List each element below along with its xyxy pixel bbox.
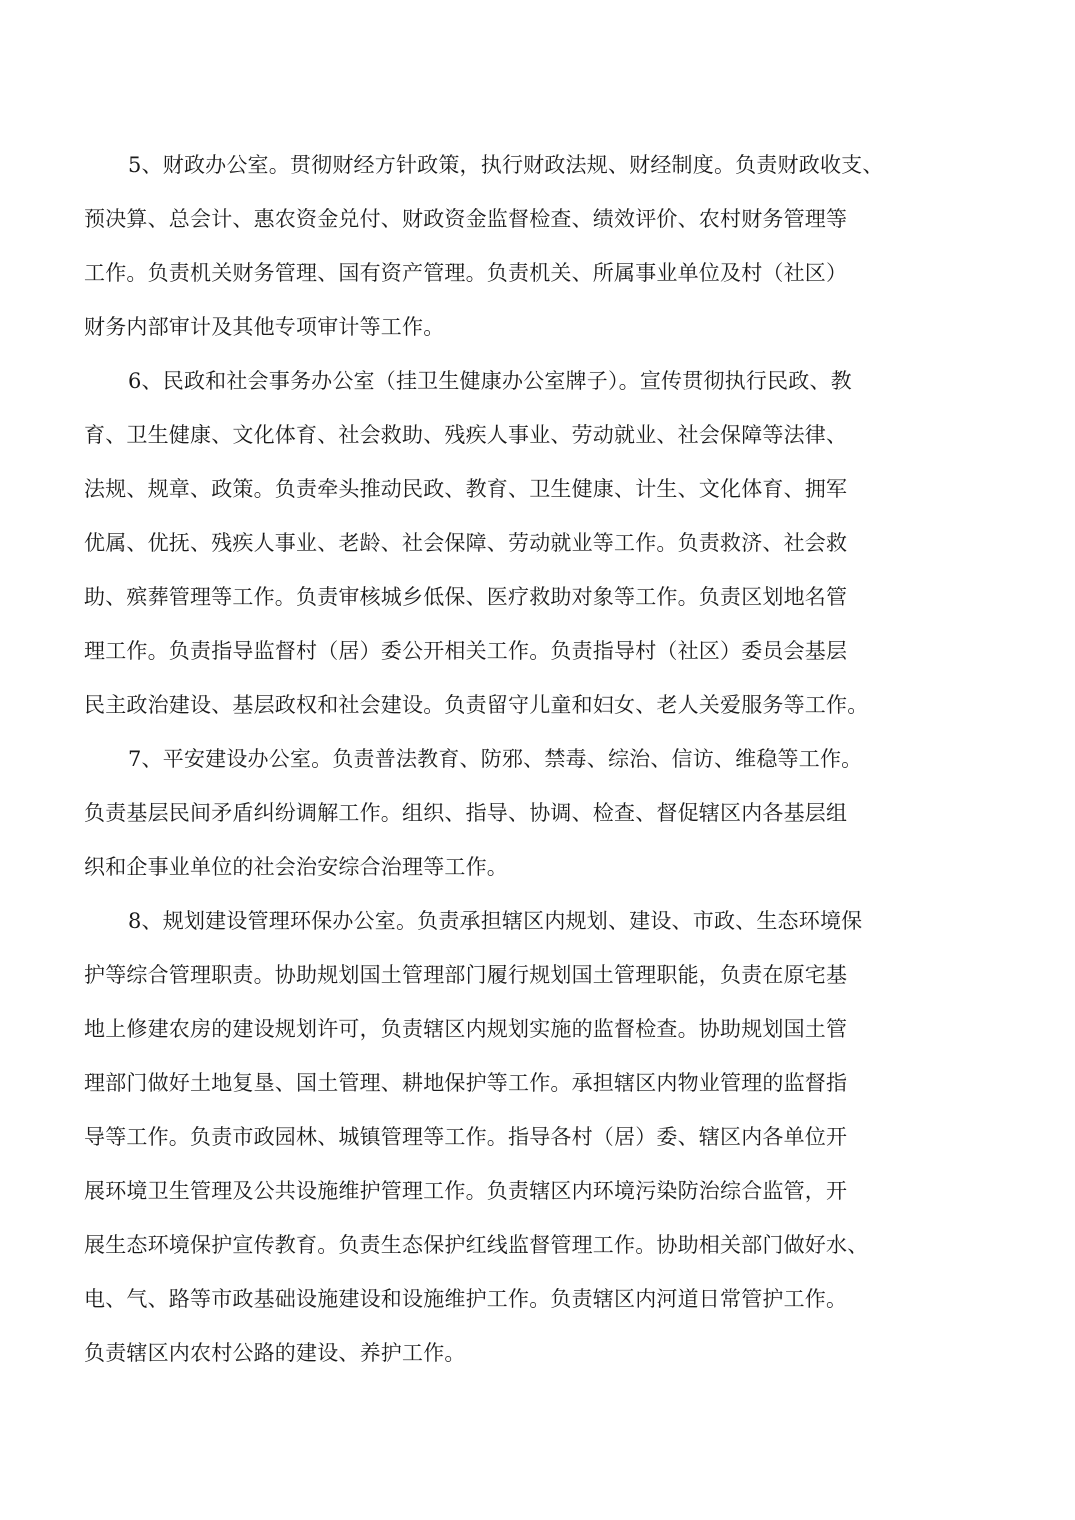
paragraph-5-line-1: 5、财政办公室。贯彻财经方针政策，执行财政法规、财经制度。负责财政收支、 [128,153,884,177]
paragraph-6-line-3: 法规、规章、政策。负责牵头推动民政、教育、卫生健康、计生、文化体育、拥军 [84,477,848,501]
paragraph-6-line-5: 助、殡葬管理等工作。负责审核城乡低保、医疗救助对象等工作。负责区划地名管 [84,585,848,609]
paragraph-7-line-1: 7、平安建设办公室。负责普法教育、防邪、禁毒、综治、信访、维稳等工作。 [128,747,863,771]
paragraph-5-line-2: 预决算、总会计、惠农资金兑付、财政资金监督检查、绩效评价、农村财务管理等 [84,207,848,231]
paragraph-6-line-4: 优属、优抚、残疾人事业、老龄、社会保障、劳动就业等工作。负责救济、社会救 [84,531,848,555]
paragraph-5-line-3: 工作。负责机关财务管理、国有资产管理。负责机关、所属事业单位及村（社区） [84,261,848,285]
paragraph-8-line-5: 导等工作。负责市政园林、城镇管理等工作。指导各村（居）委、辖区内各单位开 [84,1125,848,1149]
paragraph-7-line-2: 负责基层民间矛盾纠纷调解工作。组织、指导、协调、检查、督促辖区内各基层组 [84,801,848,825]
paragraph-8-line-8: 电、气、路等市政基础设施建设和设施维护工作。负责辖区内河道日常管护工作。 [84,1287,848,1311]
paragraph-8-line-3: 地上修建农房的建设规划许可，负责辖区内规划实施的监督检查。协助规划国土管 [84,1017,848,1041]
paragraph-8-line-4: 理部门做好土地复垦、国土管理、耕地保护等工作。承担辖区内物业管理的监督指 [84,1071,848,1095]
paragraph-6-line-2: 育、卫生健康、文化体育、社会救助、残疾人事业、劳动就业、社会保障等法律、 [84,423,848,447]
paragraph-8-line-2: 护等综合管理职责。协助规划国土管理部门履行规划国土管理职能，负责在原宅基 [84,963,848,987]
paragraph-8-line-1: 8、规划建设管理环保办公室。负责承担辖区内规划、建设、市政、生态环境保 [128,909,863,933]
paragraph-6-line-1: 6、民政和社会事务办公室（挂卫生健康办公室牌子）。宣传贯彻执行民政、教 [128,369,852,393]
paragraph-8-line-6: 展环境卫生管理及公共设施维护管理工作。负责辖区内环境污染防治综合监管，开 [84,1179,848,1203]
paragraph-8-line-7: 展生态环境保护宣传教育。负责生态保护红线监督管理工作。协助相关部门做好水、 [84,1233,869,1257]
paragraph-6-line-7: 民主政治建设、基层政权和社会建设。负责留守儿童和妇女、老人关爱服务等工作。 [84,693,869,717]
paragraph-6-line-6: 理工作。负责指导监督村（居）委公开相关工作。负责指导村（社区）委员会基层 [84,639,848,663]
paragraph-7-line-3: 织和企事业单位的社会治安综合治理等工作。 [84,855,508,879]
paragraph-8-line-9: 负责辖区内农村公路的建设、养护工作。 [84,1341,466,1365]
paragraph-5-line-4: 财务内部审计及其他专项审计等工作。 [84,315,445,339]
